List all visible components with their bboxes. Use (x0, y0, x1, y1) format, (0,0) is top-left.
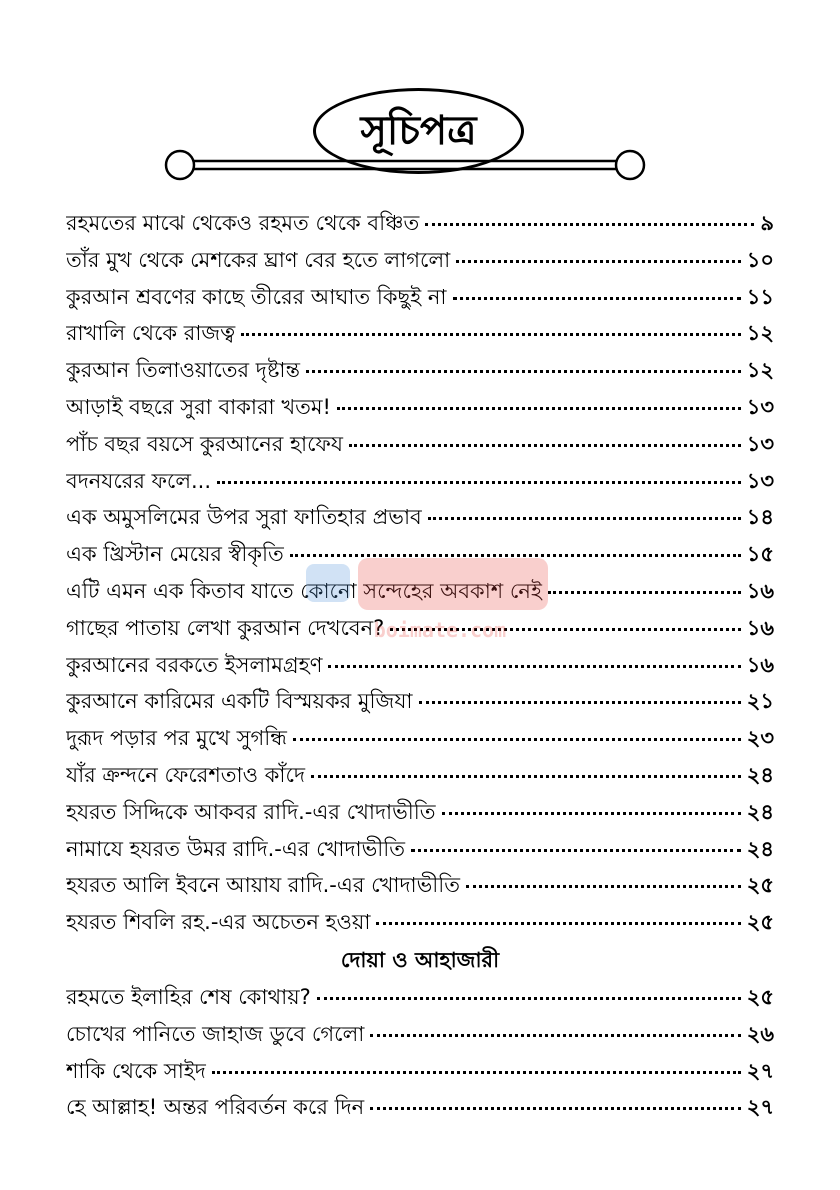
page-title: সূচিপত্র (360, 108, 477, 154)
toc-entry (66, 1053, 774, 1090)
toc-entry-page: ১৫ (746, 542, 774, 567)
toc-entry-title: কুরআন তিলাওয়াতের দৃষ্টান্ত (66, 358, 300, 383)
dot-leader (376, 922, 740, 925)
dot-leader (442, 812, 741, 815)
toc-entry-title: রহমতের মাঝে থেকেও রহমত থেকে বঞ্চিত (66, 211, 420, 235)
toc-entry-page: ১২ (746, 321, 774, 346)
toc-entry (66, 979, 774, 1016)
toc-entry-title: চোখের পানিতে জাহাজ ডুবে গেলো (66, 1021, 365, 1046)
dot-leader (317, 997, 741, 1000)
dot-leader (390, 628, 740, 631)
toc-entry-page: ১৬ (746, 578, 774, 603)
toc-entry-page: ২৪ (746, 762, 774, 787)
toc-group-main (66, 205, 774, 941)
toc-entry (66, 352, 774, 389)
toc-entry-page: ২৫ (746, 910, 774, 935)
toc-entry (66, 610, 774, 647)
toc-entry (66, 831, 774, 868)
toc-entry-page: ১৬ (746, 652, 774, 677)
toc-entry-page: ১৩ (746, 468, 774, 493)
toc-entry (66, 683, 774, 720)
dot-leader (311, 775, 741, 778)
toc-entry-page: ২১ (746, 689, 774, 714)
toc-entry (66, 315, 774, 352)
toc-entry (66, 647, 774, 684)
toc-entry (66, 573, 774, 610)
dot-leader (349, 444, 741, 447)
dot-leader (370, 1034, 740, 1037)
toc-entry-title: এটি এমন এক কিতাব যাতে কোনো সন্দেহের অবকাশ নেই (66, 578, 542, 603)
toc-entry-title: কুরআনে কারিমের একটি বিস্ময়কর মুজিযা (66, 689, 413, 714)
toc-entry-page: ২৩ (746, 726, 774, 751)
toc-entry (66, 757, 774, 794)
toc-entry-title: গাছের পাতায় লেখা কুরআন দেখবেন? (66, 615, 385, 640)
toc-entry (66, 463, 774, 500)
title-ornament-rule (160, 145, 650, 185)
toc-entry-title: বদনযরের ফলে... (66, 468, 212, 493)
toc-entry (66, 242, 774, 279)
toc-entry-page: ১৪ (746, 505, 774, 530)
toc-entry (66, 536, 774, 573)
toc-entry-title: নামাযে হযরত উমর রাদি.-এর খোদাভীতি (66, 836, 406, 861)
dot-leader (411, 849, 741, 852)
toc-entry-title: কুরআন শ্রবণের কাছে তীরের আঘাত কিছুই না (66, 284, 447, 309)
toc-entry-title: হযরত সিদ্দিকে আকবর রাদি.-এর খোদাভীতি (66, 799, 436, 824)
toc-entry (66, 205, 774, 242)
toc-entry-title: কুরআনের বরকতে ইসলামগ্রহণ (66, 652, 323, 677)
toc-entry-page: ৯ (760, 211, 774, 235)
toc-entry-page: ২৪ (746, 799, 774, 824)
toc-entry-page: ২৪ (746, 836, 774, 861)
title-block (0, 0, 840, 200)
dot-leader (337, 407, 741, 410)
toc-entry (66, 904, 774, 941)
toc-entry (66, 1089, 774, 1126)
toc-entry-title: এক খ্রিস্টান মেয়ের স্বীকৃতি (66, 542, 284, 567)
toc-entry-title: শাকি থেকে সাইদ (66, 1058, 206, 1083)
toc-entry-page: ১৬ (746, 615, 774, 640)
watermark-url: boimate.com (373, 618, 507, 642)
toc-entry-title: এক অমুসলিমের উপর সুরা ফাতিহার প্রভাব (66, 505, 422, 530)
dot-leader (548, 591, 741, 594)
toc-entry-page: ১১ (746, 284, 774, 309)
toc-entry-page: ২৭ (746, 1095, 774, 1120)
toc-entry-title: আড়াই বছরে সুরা বাকারা খতম! (66, 394, 331, 419)
toc-entry (66, 720, 774, 757)
toc-entry-title: রহমতে ইলাহির শেষ কোথায়? (66, 984, 311, 1009)
toc-entry-title: হযরত শিবলি রহ.-এর অচেতন হওয়া (66, 910, 371, 935)
toc-entry-title: হে আল্লাহ! অন্তর পরিবর্তন করে দিন (66, 1095, 365, 1120)
dot-leader (290, 554, 741, 557)
toc-group-dua (66, 979, 774, 1126)
toc-entry-title: তাঁর মুখ থেকে মেশকের ঘ্রাণ বের হতে লাগলো (66, 247, 451, 272)
toc-entry-page: ১৩ (746, 394, 774, 419)
dot-leader (293, 738, 741, 741)
section-heading: দোয়া ও আহাজারী (340, 947, 500, 972)
toc-entry (66, 1016, 774, 1053)
dot-leader (453, 297, 741, 300)
toc-entry-title: রাখালি থেকে রাজত্ব (66, 321, 236, 346)
toc-entry-title: পাঁচ বছর বয়সে কুরআনের হাফেয (66, 431, 343, 456)
table-of-contents (66, 205, 774, 1126)
toc-entry-title: হযরত আলি ইবনে আয়ায রাদি.-এর খোদাভীতি (66, 873, 461, 898)
dot-leader (306, 370, 741, 373)
toc-entry (66, 389, 774, 426)
dot-leader (425, 223, 754, 226)
toc-entry (66, 499, 774, 536)
toc-entry-title: যাঁর ক্রন্দনে ফেরেশতাও কাঁদে (66, 762, 305, 787)
dot-leader (370, 1107, 741, 1110)
dot-leader (212, 1071, 741, 1074)
toc-entry (66, 867, 774, 904)
dot-leader (419, 701, 741, 704)
toc-entry (66, 279, 774, 316)
toc-entry-page: ২৬ (746, 1021, 774, 1046)
dot-leader (217, 481, 741, 484)
dot-leader (466, 885, 741, 888)
toc-entry-page: ১০ (746, 247, 774, 272)
dot-leader (428, 517, 741, 520)
toc-entry-page: ২৫ (746, 873, 774, 898)
toc-entry-page: ১২ (746, 358, 774, 383)
toc-entry-page: ২৫ (746, 984, 774, 1009)
dot-leader (241, 333, 741, 336)
dot-leader (328, 665, 740, 668)
toc-entry (66, 426, 774, 463)
toc-entry-page: ২৭ (746, 1058, 774, 1083)
toc-entry-title: দুরূদ পড়ার পর মুখে সুগন্ধি (66, 726, 287, 751)
dot-leader (456, 260, 740, 263)
toc-entry (66, 794, 774, 831)
toc-entry-page: ১৩ (746, 431, 774, 456)
